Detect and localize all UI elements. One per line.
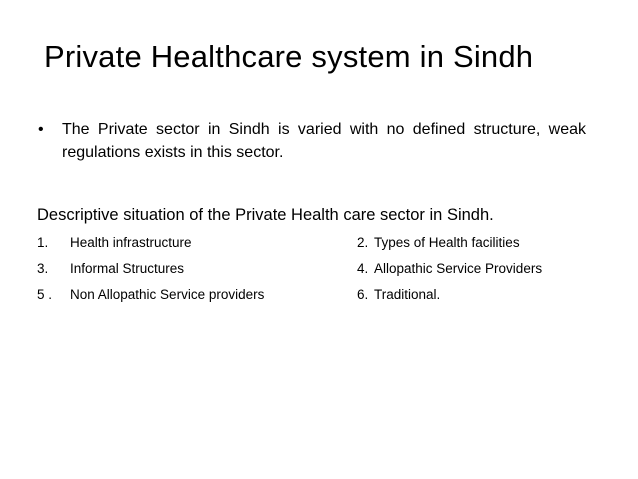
numbered-list — [37, 232, 617, 310]
list-item-number: 4. — [357, 261, 369, 276]
list-item — [37, 258, 184, 280]
list-item-label: Health infrastructure — [70, 235, 192, 250]
list-item-label: Traditional. — [374, 287, 441, 302]
list-item-label: Types of Health facilities — [374, 235, 520, 250]
list-row — [37, 284, 617, 310]
list-row — [37, 232, 617, 258]
slide-title: Private Healthcare system in Sindh — [44, 39, 534, 74]
bullet-text: The Private sector in Sindh is varied with no defined structure, weak regulations exists in this sector. — [62, 121, 586, 161]
bullet-dot-icon: • — [38, 121, 44, 138]
list-item — [357, 232, 520, 254]
list-item — [357, 284, 440, 306]
list-item — [357, 258, 542, 280]
list-item-number: 6. — [357, 287, 369, 302]
list-item-label: Informal Structures — [70, 261, 185, 276]
list-item-number: 2. — [357, 235, 369, 250]
section-subheading: Descriptive situation of the Private Health care sector in Sindh. — [37, 206, 494, 224]
list-item-label: Non Allopathic Service providers — [70, 287, 265, 302]
list-item-number: 5 . — [37, 287, 53, 302]
list-item — [37, 232, 192, 254]
bullet-line — [38, 118, 586, 164]
list-row — [37, 258, 617, 284]
list-item — [37, 284, 264, 306]
list-item-number: 1. — [37, 235, 49, 250]
list-item-label: Allopathic Service Providers — [374, 261, 543, 276]
bullet-point — [38, 118, 586, 164]
list-item-number: 3. — [37, 261, 49, 276]
